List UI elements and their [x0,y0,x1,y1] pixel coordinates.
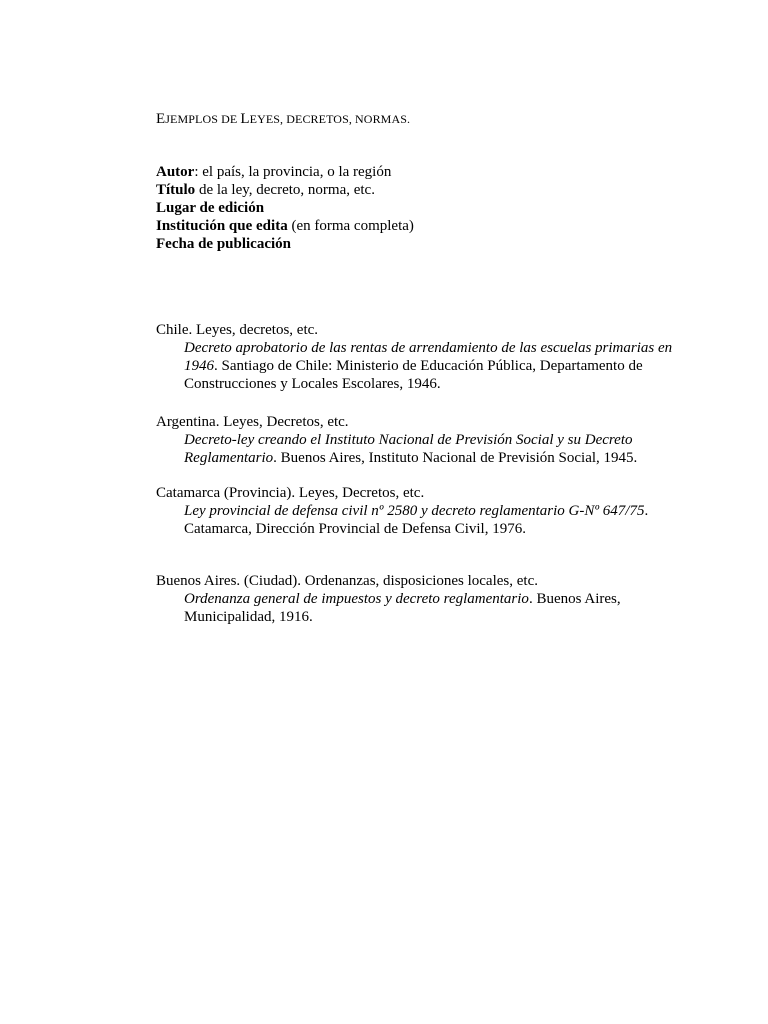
field-text: : el país, la provincia, o la región [194,164,392,180]
field-place [156,199,414,217]
field-label: Institución que edita [156,218,288,234]
field-date [156,235,414,253]
entry-title: Ordenanza general de impuestos y decreto reglamentario [184,591,529,607]
entry-publication: . Santiago de Chile: Ministerio de Educación Pública, Departamento de Construcciones y Locales Escolares, 1946. [184,358,643,392]
entry-heading: Argentina. Leyes, Decretos, etc. [156,414,349,430]
entry-body [156,502,676,538]
entry-heading: Chile. Leyes, decretos, etc. [156,322,319,338]
entry-heading: Buenos Aires. (Ciudad). Ordenanzas, disposiciones locales, etc. [156,573,538,589]
entry-title: Ley provincial de defensa civil nº 2580 y decreto reglamentario G-Nº 647/75 [184,503,645,519]
entry-body [156,590,676,626]
citation-fields [156,163,414,253]
field-label: Fecha de publicación [156,236,292,252]
title-text: EYES, DECRETOS, NORMAS. [249,112,411,126]
title-initial: E [156,111,166,127]
page-title [156,110,410,128]
example-entry-buenos-aires [156,572,676,626]
field-label: Título [156,182,196,198]
field-author [156,163,414,181]
entry-publication: . Buenos Aires, Municipalidad, 1916. [184,591,621,625]
entry-title: Decreto-ley creando el Instituto Nacional de Previsión Social y su Decreto Reglamentario [184,432,633,466]
title-initial: L [240,111,250,127]
example-entry-chile [156,321,676,393]
field-text: de la ley, decreto, norma, etc. [195,182,375,198]
field-label: Autor [156,164,195,180]
entry-body [156,431,676,467]
field-institution [156,217,414,235]
entry-title: Decreto aprobatorio de las rentas de arrendamiento de las escuelas primarias en 1946 [184,340,673,374]
entry-publication: . Catamarca, Dirección Provincial de Defensa Civil, 1976. [184,503,649,537]
example-entry-catamarca [156,484,676,538]
example-entry-argentina [156,413,676,467]
entry-publication: . Buenos Aires, Instituto Nacional de Previsión Social, 1945. [273,450,638,466]
entry-heading: Catamarca (Provincia). Leyes, Decretos, etc. [156,485,425,501]
entry-body [156,339,676,393]
field-text: (en forma completa) [287,218,414,234]
field-label: Lugar de edición [156,200,265,216]
field-title [156,181,414,199]
title-text: JEMPLOS DE [165,112,241,126]
